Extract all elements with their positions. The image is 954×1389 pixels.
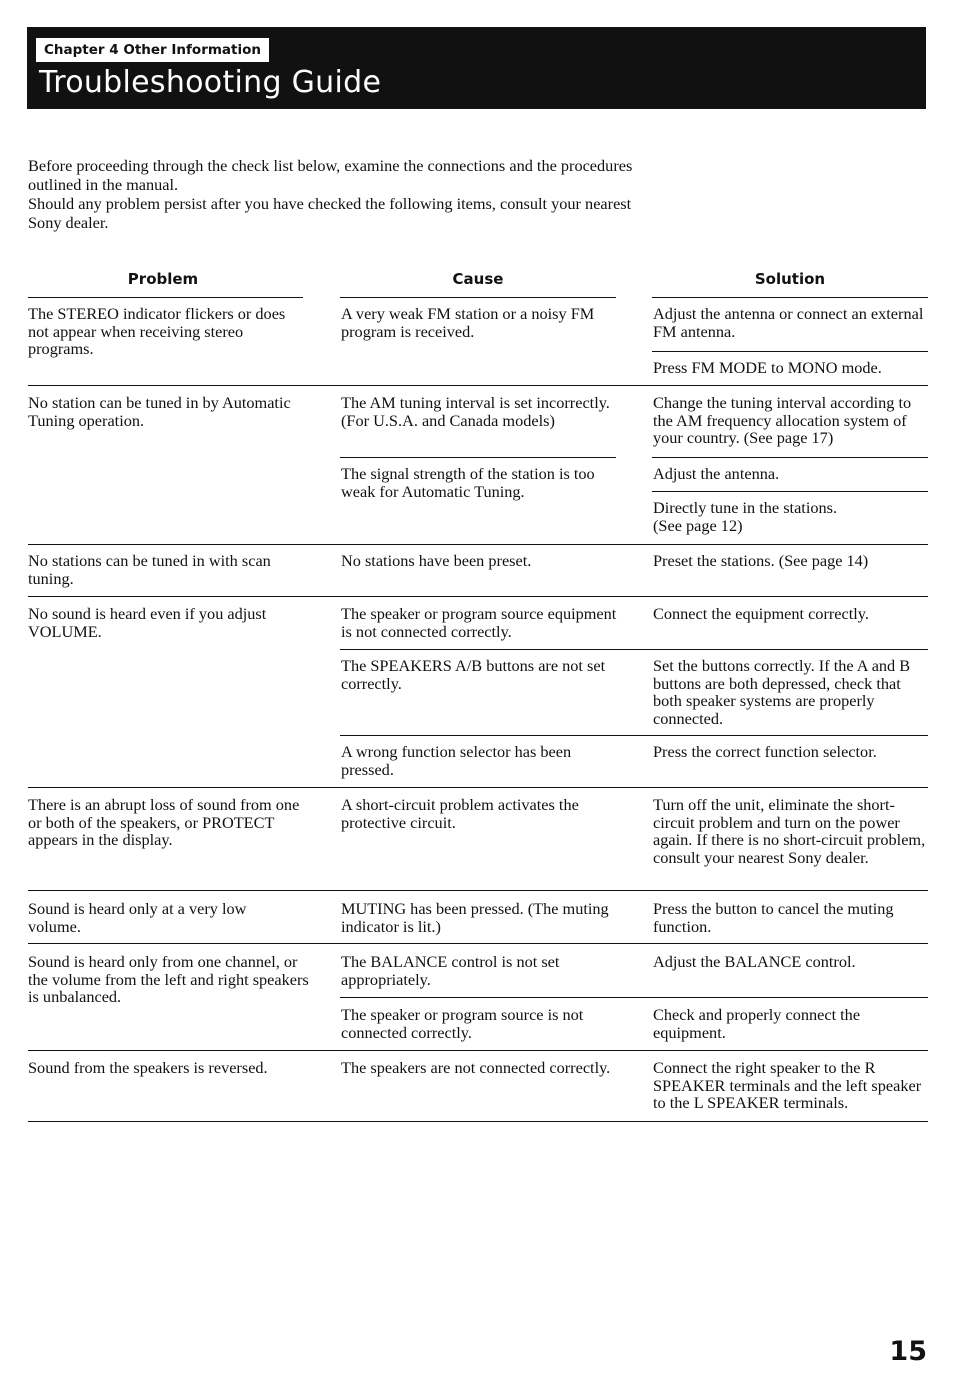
cause-cell: The speaker or program source is not connected correctly. [341,1005,584,1042]
problem-cell: Sound from the speakers is reversed. [28,1058,268,1077]
row-divider [28,943,928,945]
cause-cell: A wrong function selector has been pressed. [341,742,572,779]
rule-problem-top [28,297,303,299]
solution-cell: Press FM MODE to MONO mode. [653,358,882,377]
rule-cause-solution [340,649,928,651]
cause-cell: MUTING has been pressed. (The muting indicator is lit.) [341,899,609,936]
solution-cell: Press the correct function selector. [653,742,877,761]
rule-solution [652,457,928,459]
solution-cell: Adjust the antenna or connect an external FM antenna. [653,304,924,341]
problem-cell: Sound is heard only at a very low volume. [28,899,247,936]
cause-cell: A short-circuit problem activates the protective circuit. [341,795,579,832]
rule-cause [340,457,616,459]
solution-cell: Adjust the antenna. [653,464,780,483]
solution-cell: Adjust the BALANCE control. [653,952,856,971]
solution-cell: Check and properly connect the equipment. [653,1005,861,1042]
page-number: 15 [889,1336,927,1367]
cause-cell: The signal strength of the station is too weak for Automatic Tuning. [341,464,595,501]
solution-cell: Directly tune in the stations. (See page 12) [653,498,838,535]
row-divider [28,787,928,789]
column-header-problem: Problem [127,270,199,288]
cause-cell: The BALANCE control is not set appropriately. [341,952,560,989]
rule-cause-solution [340,997,928,999]
cause-cell: No stations have been preset. [341,551,532,570]
cause-cell: A very weak FM station or a noisy FM program is received. [341,304,595,341]
rule-cause-top [340,297,616,299]
solution-cell: Set the buttons correctly. If the A and B buttons are both depressed, check that both speaker systems are properly connected. [653,656,911,728]
rule-cause-solution [340,735,928,737]
rule-solution [652,491,928,493]
intro-paragraph-1: Before proceeding through the check list below, examine the connections and the procedures outlined in the manual. [28,156,633,194]
solution-cell: Connect the equipment correctly. [653,604,869,623]
chapter-label: Chapter 4 Other Information [36,38,269,62]
intro-paragraph-2: Should any problem persist after you have checked the following items, consult your nearest Sony dealer. [28,194,632,232]
problem-cell: The STEREO indicator flickers or does not appear when receiving stereo programs. [28,304,286,359]
header-banner [27,27,926,109]
solution-cell: Press the button to cancel the muting function. [653,899,894,936]
rule-solution [652,351,928,353]
problem-cell: No stations can be tuned in with scan tuning. [28,551,271,588]
problem-cell: No sound is heard even if you adjust VOLUME. [28,604,267,641]
page-title: Troubleshooting Guide [39,65,382,100]
column-header-cause: Cause [452,270,504,288]
problem-cell: There is an abrupt loss of sound from one or both of the speakers, or PROTECT appears in the display. [28,795,300,850]
rule-solution-top [652,297,928,299]
row-divider [28,544,928,546]
cause-cell: The speaker or program source equipment is not connected correctly. [341,604,617,641]
cause-cell: The AM tuning interval is set incorrectly. (For U.S.A. and Canada models) [341,393,610,430]
row-divider [28,890,928,892]
intro-text [28,156,648,232]
solution-cell: Connect the right speaker to the R SPEAKER terminals and the left speaker to the L SPEAKER terminals. [653,1058,922,1113]
solution-cell: Turn off the unit, eliminate the short-circuit problem and turn on the power again. If there is no short-circuit problem, consult your nearest Sony dealer. [653,795,926,867]
solution-cell: Change the tuning interval according to the AM frequency allocation system of your country. (See page 17) [653,393,912,448]
problem-cell: No station can be tuned in by Automatic Tuning operation. [28,393,291,430]
row-divider [28,385,928,387]
problem-cell: Sound is heard only from one channel, or the volume from the left and right speakers is unbalanced. [28,952,309,1007]
cause-cell: The speakers are not connected correctly. [341,1058,611,1077]
row-divider [28,1050,928,1052]
table-bottom-rule [28,1121,928,1123]
column-header-solution: Solution [754,270,826,288]
row-divider [28,596,928,598]
solution-cell: Preset the stations. (See page 14) [653,551,869,570]
cause-cell: The SPEAKERS A/B buttons are not set correctly. [341,656,606,693]
